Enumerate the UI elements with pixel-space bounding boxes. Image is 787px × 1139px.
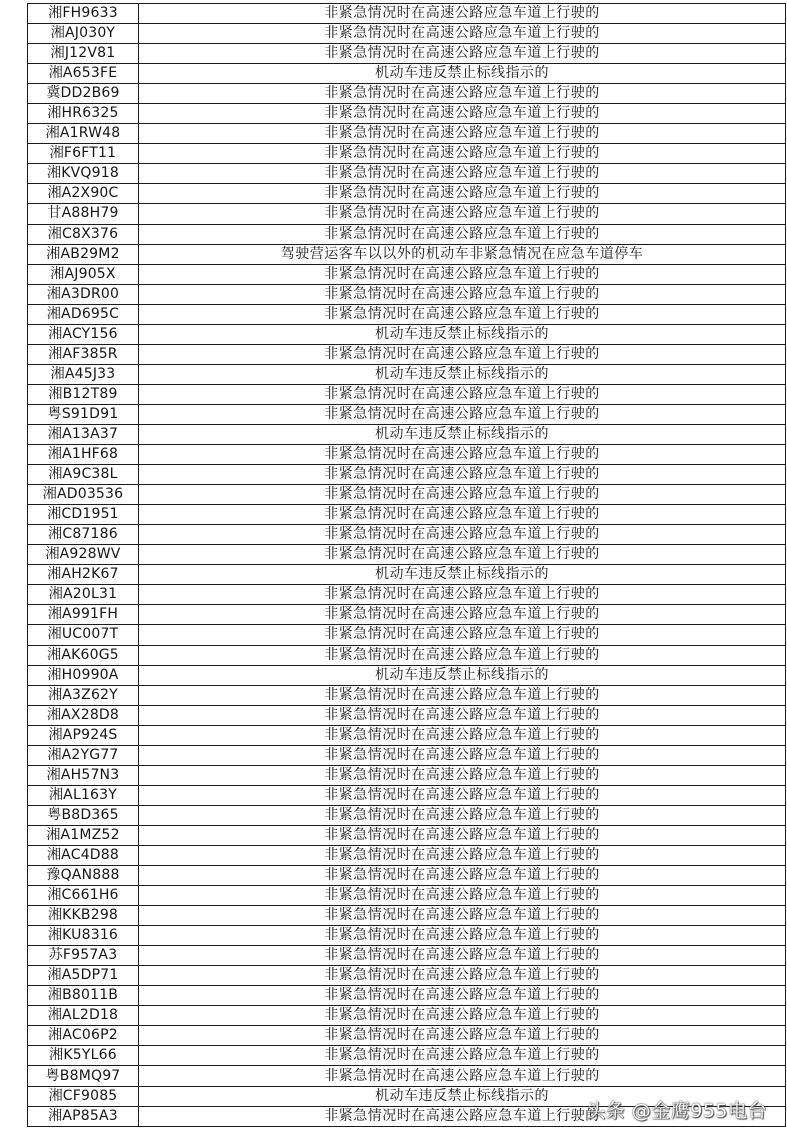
violation-description-cell: 非紧急情况时在高速公路应急车道上行驶的 bbox=[139, 304, 786, 324]
violation-description-cell: 非紧急情况时在高速公路应急车道上行驶的 bbox=[139, 485, 786, 505]
table-row bbox=[28, 525, 786, 545]
violation-description-cell: 非紧急情况时在高速公路应急车道上行驶的 bbox=[139, 745, 786, 765]
plate-number-cell: 粤S91D91 bbox=[28, 404, 139, 424]
table-row bbox=[28, 585, 786, 605]
violation-description-cell: 非紧急情况时在高速公路应急车道上行驶的 bbox=[139, 264, 786, 284]
plate-number-cell: 湘A991FH bbox=[28, 605, 139, 625]
table-row bbox=[28, 84, 786, 104]
violation-description-cell: 非紧急情况时在高速公路应急车道上行驶的 bbox=[139, 946, 786, 966]
table-row bbox=[28, 805, 786, 825]
plate-number-cell: 湘FH9633 bbox=[28, 4, 139, 24]
table-row bbox=[28, 485, 786, 505]
violation-description-cell: 非紧急情况时在高速公路应急车道上行驶的 bbox=[139, 465, 786, 485]
plate-number-cell: 湘CF9085 bbox=[28, 1086, 139, 1106]
plate-number-cell: 湘AJ030Y bbox=[28, 24, 139, 44]
violation-description-cell: 非紧急情况时在高速公路应急车道上行驶的 bbox=[139, 906, 786, 926]
table-row bbox=[28, 224, 786, 244]
plate-number-cell: 湘AH57N3 bbox=[28, 765, 139, 785]
plate-number-cell: 湘AL163Y bbox=[28, 785, 139, 805]
violation-description-cell: 非紧急情况时在高速公路应急车道上行驶的 bbox=[139, 605, 786, 625]
table-row bbox=[28, 404, 786, 424]
table-row bbox=[28, 825, 786, 845]
plate-number-cell: 湘C661H6 bbox=[28, 886, 139, 906]
table-row bbox=[28, 64, 786, 84]
violation-description-cell: 非紧急情况时在高速公路应急车道上行驶的 bbox=[139, 725, 786, 745]
plate-number-cell: 湘F6FT11 bbox=[28, 144, 139, 164]
plate-number-cell: 湘AX28D8 bbox=[28, 705, 139, 725]
plate-number-cell: 湘A9C38L bbox=[28, 465, 139, 485]
plate-number-cell: 湘A5DP71 bbox=[28, 966, 139, 986]
violation-description-cell: 非紧急情况时在高速公路应急车道上行驶的 bbox=[139, 84, 786, 104]
plate-number-cell: 湘HR6325 bbox=[28, 104, 139, 124]
table-row bbox=[28, 204, 786, 224]
violation-description-cell: 非紧急情况时在高速公路应急车道上行驶的 bbox=[139, 505, 786, 525]
table-row bbox=[28, 1026, 786, 1046]
plate-number-cell: 湘AK60G5 bbox=[28, 645, 139, 665]
table-row bbox=[28, 906, 786, 926]
plate-number-cell: 湘B12T89 bbox=[28, 384, 139, 404]
table-row bbox=[28, 765, 786, 785]
violation-description-cell: 非紧急情况时在高速公路应急车道上行驶的 bbox=[139, 144, 786, 164]
violation-description-cell: 机动车违反禁止标线指示的 bbox=[139, 665, 786, 685]
plate-number-cell: 湘A13A37 bbox=[28, 424, 139, 444]
violation-description-cell: 非紧急情况时在高速公路应急车道上行驶的 bbox=[139, 404, 786, 424]
plate-number-cell: 湘AP924S bbox=[28, 725, 139, 745]
table-row bbox=[28, 505, 786, 525]
table-row bbox=[28, 725, 786, 745]
violation-description-cell: 非紧急情况时在高速公路应急车道上行驶的 bbox=[139, 1046, 786, 1066]
table-row bbox=[28, 1066, 786, 1086]
plate-number-cell: 湘A1MZ52 bbox=[28, 825, 139, 845]
plate-number-cell: 冀DD2B69 bbox=[28, 84, 139, 104]
plate-number-cell: 湘AD695C bbox=[28, 304, 139, 324]
violation-records-table bbox=[27, 3, 786, 1127]
plate-number-cell: 粤B8MQ97 bbox=[28, 1066, 139, 1086]
plate-number-cell: 湘AC4D88 bbox=[28, 845, 139, 865]
violation-description-cell: 非紧急情况时在高速公路应急车道上行驶的 bbox=[139, 344, 786, 364]
violation-description-cell: 非紧急情况时在高速公路应急车道上行驶的 bbox=[139, 825, 786, 845]
table-row bbox=[28, 284, 786, 304]
violation-description-cell: 机动车违反禁止标线指示的 bbox=[139, 565, 786, 585]
violation-description-cell: 非紧急情况时在高速公路应急车道上行驶的 bbox=[139, 926, 786, 946]
table-row bbox=[28, 465, 786, 485]
plate-number-cell: 湘A653FE bbox=[28, 64, 139, 84]
plate-number-cell: 湘J12V81 bbox=[28, 44, 139, 64]
plate-number-cell: 甘A88H79 bbox=[28, 204, 139, 224]
plate-number-cell: 苏F957A3 bbox=[28, 946, 139, 966]
violation-description-cell: 非紧急情况时在高速公路应急车道上行驶的 bbox=[139, 44, 786, 64]
violation-description-cell: 非紧急情况时在高速公路应急车道上行驶的 bbox=[139, 1026, 786, 1046]
plate-number-cell: 湘AF385R bbox=[28, 344, 139, 364]
table-row bbox=[28, 4, 786, 24]
table-row bbox=[28, 384, 786, 404]
table-row bbox=[28, 926, 786, 946]
violation-description-cell: 机动车违反禁止标线指示的 bbox=[139, 424, 786, 444]
plate-number-cell: 湘A20L31 bbox=[28, 585, 139, 605]
plate-number-cell: 湘ACY156 bbox=[28, 324, 139, 344]
records-table-body bbox=[28, 4, 786, 1127]
violation-description-cell: 非紧急情况时在高速公路应急车道上行驶的 bbox=[139, 986, 786, 1006]
table-row bbox=[28, 946, 786, 966]
table-row bbox=[28, 785, 786, 805]
table-row bbox=[28, 986, 786, 1006]
plate-number-cell: 湘KVQ918 bbox=[28, 164, 139, 184]
table-row bbox=[28, 966, 786, 986]
violation-description-cell: 非紧急情况时在高速公路应急车道上行驶的 bbox=[139, 24, 786, 44]
source-watermark: 头条 @金鹰955电台 bbox=[586, 1100, 767, 1122]
plate-number-cell: 粤B8D365 bbox=[28, 805, 139, 825]
violation-description-cell: 非紧急情况时在高速公路应急车道上行驶的 bbox=[139, 445, 786, 465]
plate-number-cell: 湘K5YL66 bbox=[28, 1046, 139, 1066]
table-row bbox=[28, 1046, 786, 1066]
violation-description-cell: 非紧急情况时在高速公路应急车道上行驶的 bbox=[139, 625, 786, 645]
plate-number-cell: 湘UC007T bbox=[28, 625, 139, 645]
violation-description-cell: 机动车违反禁止标线指示的 bbox=[139, 1086, 786, 1106]
violation-description-cell: 非紧急情况时在高速公路应急车道上行驶的 bbox=[139, 785, 786, 805]
table-row bbox=[28, 1006, 786, 1026]
plate-number-cell: 湘CD1951 bbox=[28, 505, 139, 525]
plate-number-cell: 湘A3DR00 bbox=[28, 284, 139, 304]
table-row bbox=[28, 144, 786, 164]
violation-description-cell: 非紧急情况时在高速公路应急车道上行驶的 bbox=[139, 284, 786, 304]
table-row bbox=[28, 845, 786, 865]
violation-description-cell: 非紧急情况时在高速公路应急车道上行驶的 bbox=[139, 204, 786, 224]
violation-description-cell: 非紧急情况时在高速公路应急车道上行驶的 bbox=[139, 104, 786, 124]
plate-number-cell: 湘KKB298 bbox=[28, 906, 139, 926]
table-row bbox=[28, 545, 786, 565]
table-row bbox=[28, 44, 786, 64]
plate-number-cell: 湘AP85A3 bbox=[28, 1106, 139, 1126]
plate-number-cell: 湘A3Z62Y bbox=[28, 685, 139, 705]
plate-number-cell: 湘AL2D18 bbox=[28, 1006, 139, 1026]
table-row bbox=[28, 685, 786, 705]
violation-description-cell: 非紧急情况时在高速公路应急车道上行驶的 bbox=[139, 685, 786, 705]
table-row bbox=[28, 605, 786, 625]
plate-number-cell: 湘H0990A bbox=[28, 665, 139, 685]
table-row bbox=[28, 164, 786, 184]
plate-number-cell: 湘AH2K67 bbox=[28, 565, 139, 585]
plate-number-cell: 湘AB29M2 bbox=[28, 244, 139, 264]
violation-description-cell: 机动车违反禁止标线指示的 bbox=[139, 64, 786, 84]
plate-number-cell: 湘A1HF68 bbox=[28, 445, 139, 465]
violation-description-cell: 非紧急情况时在高速公路应急车道上行驶的 bbox=[139, 384, 786, 404]
plate-number-cell: 湘AC06P2 bbox=[28, 1026, 139, 1046]
plate-number-cell: 湘A928WV bbox=[28, 545, 139, 565]
violation-description-cell: 机动车违反禁止标线指示的 bbox=[139, 324, 786, 344]
violation-description-cell: 非紧急情况时在高速公路应急车道上行驶的 bbox=[139, 805, 786, 825]
table-row bbox=[28, 104, 786, 124]
plate-number-cell: 湘KU8316 bbox=[28, 926, 139, 946]
violation-description-cell: 非紧急情况时在高速公路应急车道上行驶的 bbox=[139, 645, 786, 665]
table-row bbox=[28, 344, 786, 364]
plate-number-cell: 湘C87186 bbox=[28, 525, 139, 545]
violation-description-cell: 驾驶营运客车以以外的机动车非紧急情况在应急车道停车 bbox=[139, 244, 786, 264]
table-row bbox=[28, 445, 786, 465]
table-row bbox=[28, 424, 786, 444]
violation-description-cell: 非紧急情况时在高速公路应急车道上行驶的 bbox=[139, 224, 786, 244]
table-row bbox=[28, 625, 786, 645]
table-row bbox=[28, 565, 786, 585]
plate-number-cell: 湘A45J33 bbox=[28, 364, 139, 384]
plate-number-cell: 湘A2X90C bbox=[28, 184, 139, 204]
violation-description-cell: 非紧急情况时在高速公路应急车道上行驶的 bbox=[139, 705, 786, 725]
table-row bbox=[28, 24, 786, 44]
plate-number-cell: 湘C8X376 bbox=[28, 224, 139, 244]
violation-description-cell: 非紧急情况时在高速公路应急车道上行驶的 bbox=[139, 1006, 786, 1026]
violation-description-cell: 非紧急情况时在高速公路应急车道上行驶的 bbox=[139, 866, 786, 886]
violation-description-cell: 非紧急情况时在高速公路应急车道上行驶的 bbox=[139, 1106, 786, 1126]
violation-description-cell: 非紧急情况时在高速公路应急车道上行驶的 bbox=[139, 124, 786, 144]
violation-description-cell: 非紧急情况时在高速公路应急车道上行驶的 bbox=[139, 4, 786, 24]
table-row bbox=[28, 264, 786, 284]
table-row bbox=[28, 364, 786, 384]
violation-description-cell: 非紧急情况时在高速公路应急车道上行驶的 bbox=[139, 545, 786, 565]
violation-description-cell: 非紧急情况时在高速公路应急车道上行驶的 bbox=[139, 525, 786, 545]
table-row bbox=[28, 124, 786, 144]
table-row bbox=[28, 304, 786, 324]
table-row bbox=[28, 184, 786, 204]
table-row bbox=[28, 324, 786, 344]
plate-number-cell: 湘AJ905X bbox=[28, 264, 139, 284]
violation-description-cell: 非紧急情况时在高速公路应急车道上行驶的 bbox=[139, 184, 786, 204]
violation-description-cell: 非紧急情况时在高速公路应急车道上行驶的 bbox=[139, 585, 786, 605]
violation-description-cell: 非紧急情况时在高速公路应急车道上行驶的 bbox=[139, 765, 786, 785]
table-row bbox=[28, 745, 786, 765]
violation-description-cell: 非紧急情况时在高速公路应急车道上行驶的 bbox=[139, 845, 786, 865]
table-row bbox=[28, 866, 786, 886]
table-row bbox=[28, 705, 786, 725]
table-row bbox=[28, 645, 786, 665]
violation-description-cell: 非紧急情况时在高速公路应急车道上行驶的 bbox=[139, 164, 786, 184]
violation-description-cell: 机动车违反禁止标线指示的 bbox=[139, 364, 786, 384]
plate-number-cell: 豫QAN888 bbox=[28, 866, 139, 886]
violation-description-cell: 非紧急情况时在高速公路应急车道上行驶的 bbox=[139, 966, 786, 986]
table-row bbox=[28, 665, 786, 685]
violation-description-cell: 非紧急情况时在高速公路应急车道上行驶的 bbox=[139, 886, 786, 906]
plate-number-cell: 湘AD03536 bbox=[28, 485, 139, 505]
table-row bbox=[28, 886, 786, 906]
plate-number-cell: 湘A2YG77 bbox=[28, 745, 139, 765]
plate-number-cell: 湘B8011B bbox=[28, 986, 139, 1006]
violation-description-cell: 非紧急情况时在高速公路应急车道上行驶的 bbox=[139, 1066, 786, 1086]
table-row bbox=[28, 244, 786, 264]
plate-number-cell: 湘A1RW48 bbox=[28, 124, 139, 144]
